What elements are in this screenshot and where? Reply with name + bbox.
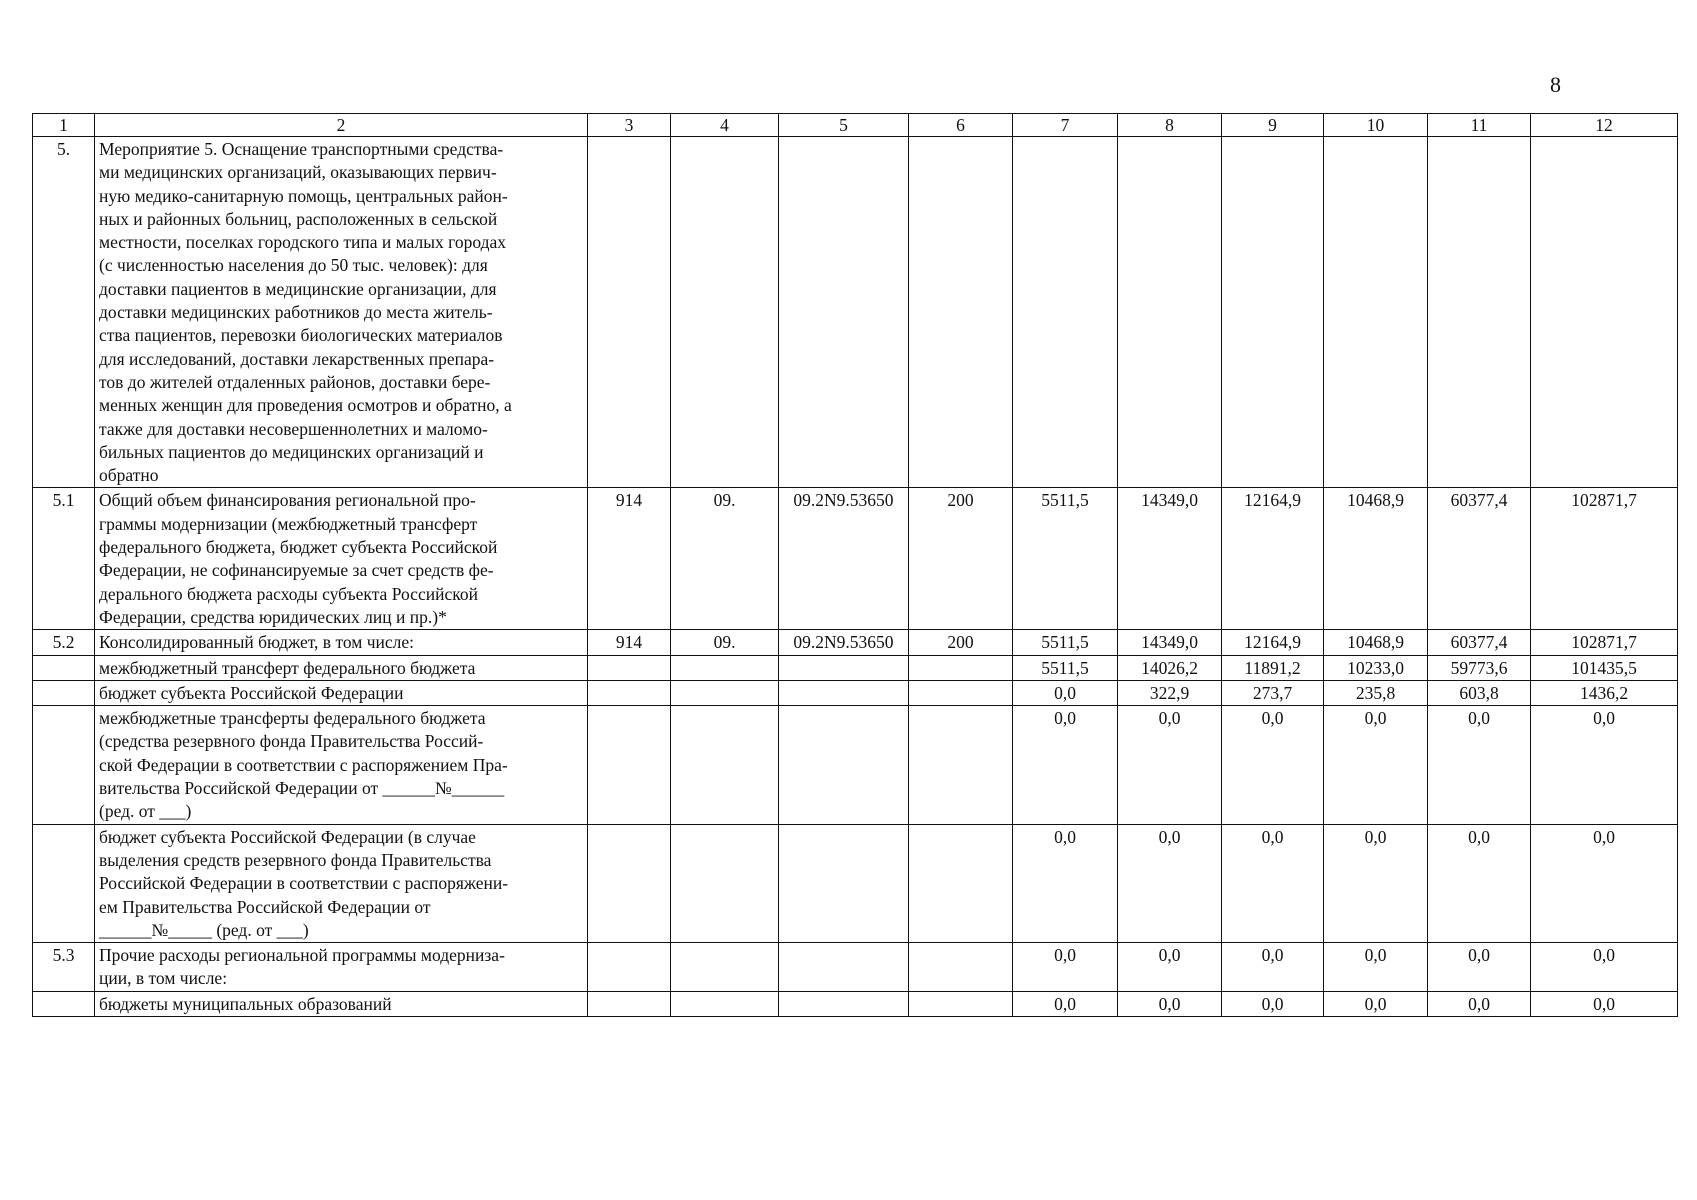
value-cell-c8: 0,0	[1118, 991, 1222, 1016]
value-cell-c7: 5511,5	[1013, 488, 1118, 630]
value-cell-c6	[909, 706, 1013, 824]
description-line: Консолидированный бюджет, в том числе:	[99, 632, 415, 653]
description-line: Общий объем финансирования региональной про-	[99, 490, 476, 511]
value-cell-c7: 0,0	[1013, 706, 1118, 824]
description-cell	[95, 943, 588, 992]
value-cell-c9	[1222, 137, 1324, 488]
table-row	[33, 680, 1678, 705]
description-line: ем Правительства Российской Федерации от	[99, 896, 431, 917]
description-cell	[95, 991, 588, 1016]
value-cell-c12: 0,0	[1531, 824, 1678, 942]
value-cell-c6: 200	[909, 630, 1013, 655]
value-cell-c4: 09.	[671, 630, 779, 655]
description-line: (ред. от ___)	[99, 801, 192, 822]
table-row	[33, 706, 1678, 824]
description-line: (с численностью населения до 50 тыс. человек): для	[99, 255, 488, 276]
description-line: Мероприятие 5. Оснащение транспортными средства-	[99, 139, 504, 159]
description-cell	[95, 137, 588, 488]
table-row	[33, 655, 1678, 680]
description-line: федерального бюджета, бюджет субъекта Российской	[99, 537, 498, 558]
value-cell-c8: 0,0	[1118, 943, 1222, 992]
value-cell-c3	[588, 943, 671, 992]
header-cell: 12	[1531, 114, 1678, 137]
value-cell-c11: 0,0	[1428, 991, 1531, 1016]
row-number-cell: 5.	[33, 137, 95, 488]
value-cell-c9: 12164,9	[1222, 630, 1324, 655]
header-cell: 5	[779, 114, 909, 137]
value-cell-c5	[779, 680, 909, 705]
description-line: Прочие расходы региональной программы модерниза-	[99, 945, 505, 966]
value-cell-c12: 101435,5	[1531, 655, 1678, 680]
table-row	[33, 137, 1678, 488]
budget-table	[32, 113, 1678, 1017]
value-cell-c7: 0,0	[1013, 943, 1118, 992]
value-cell-c11	[1428, 137, 1531, 488]
value-cell-c10: 235,8	[1324, 680, 1428, 705]
value-cell-c10: 10468,9	[1324, 488, 1428, 630]
value-cell-c12: 102871,7	[1531, 488, 1678, 630]
value-cell-c7: 0,0	[1013, 824, 1118, 942]
description-cell	[95, 488, 588, 630]
description-line: также для доставки несовершеннолетних и маломо-	[99, 418, 488, 439]
value-cell-c10: 10233,0	[1324, 655, 1428, 680]
value-cell-c6	[909, 824, 1013, 942]
description-cell	[95, 824, 588, 942]
value-cell-c3	[588, 680, 671, 705]
value-cell-c6	[909, 137, 1013, 488]
table-row	[33, 943, 1678, 992]
value-cell-c6	[909, 991, 1013, 1016]
header-cell: 7	[1013, 114, 1118, 137]
description-line: Российской Федерации в соответствии с распоряжени-	[99, 873, 509, 894]
description-line: (средства резервного фонда Правительства Россий-	[99, 731, 484, 752]
value-cell-c11: 0,0	[1428, 943, 1531, 992]
header-cell: 4	[671, 114, 779, 137]
value-cell-c10: 10468,9	[1324, 630, 1428, 655]
value-cell-c6	[909, 655, 1013, 680]
value-cell-c5	[779, 655, 909, 680]
value-cell-c8: 14349,0	[1118, 630, 1222, 655]
description-line: Федерации, не софинансируемые за счет средств фе-	[99, 560, 494, 581]
header-cell: 9	[1222, 114, 1324, 137]
value-cell-c9: 12164,9	[1222, 488, 1324, 630]
value-cell-c8: 322,9	[1118, 680, 1222, 705]
value-cell-c9: 273,7	[1222, 680, 1324, 705]
description-cell	[95, 706, 588, 824]
header-cell: 3	[588, 114, 671, 137]
description-line: вительства Российской Федерации от ______№______	[99, 778, 505, 799]
value-cell-c7: 0,0	[1013, 991, 1118, 1016]
value-cell-c7: 0,0	[1013, 680, 1118, 705]
row-number-cell: 5.3	[33, 943, 95, 992]
description-line: ской Федерации в соответствии с распоряжением Пра-	[99, 754, 508, 775]
description-line: выделения средств резервного фонда Правительства	[99, 849, 492, 870]
description-line: обратно	[99, 465, 159, 486]
value-cell-c4	[671, 706, 779, 824]
value-cell-c8: 14349,0	[1118, 488, 1222, 630]
value-cell-c5: 09.2N9.53650	[779, 630, 909, 655]
description-line: доставки пациентов в медицинские организации, для	[99, 278, 497, 299]
value-cell-c4: 09.	[671, 488, 779, 630]
value-cell-c3	[588, 991, 671, 1016]
value-cell-c5	[779, 991, 909, 1016]
value-cell-c10	[1324, 137, 1428, 488]
value-cell-c5	[779, 706, 909, 824]
value-cell-c3: 914	[588, 488, 671, 630]
row-number-cell	[33, 655, 95, 680]
description-line: бюджет субъекта Российской Федерации (в случае	[99, 826, 476, 847]
value-cell-c11: 59773,6	[1428, 655, 1531, 680]
description-line: межбюджетный трансферт федерального бюджета	[99, 657, 476, 678]
value-cell-c9: 0,0	[1222, 706, 1324, 824]
description-line: бюджеты муниципальных образований	[99, 993, 392, 1014]
header-cell: 11	[1428, 114, 1531, 137]
value-cell-c12: 102871,7	[1531, 630, 1678, 655]
header-cell: 8	[1118, 114, 1222, 137]
value-cell-c5	[779, 137, 909, 488]
description-line: местности, поселках городского типа и малых городах	[99, 232, 506, 253]
value-cell-c8: 0,0	[1118, 824, 1222, 942]
value-cell-c4	[671, 991, 779, 1016]
value-cell-c12: 0,0	[1531, 706, 1678, 824]
description-line: тов до жителей отдаленных районов, доставки бере-	[99, 371, 491, 392]
value-cell-c7	[1013, 137, 1118, 488]
value-cell-c11: 0,0	[1428, 706, 1531, 824]
header-cell: 1	[33, 114, 95, 137]
value-cell-c6	[909, 680, 1013, 705]
value-cell-c4	[671, 824, 779, 942]
description-line: бюджет субъекта Российской Федерации	[99, 682, 404, 703]
header-row	[33, 114, 1678, 137]
header-cell: 6	[909, 114, 1013, 137]
value-cell-c8	[1118, 137, 1222, 488]
value-cell-c12: 0,0	[1531, 991, 1678, 1016]
description-line: доставки медицинских работников до места житель-	[99, 302, 493, 323]
header-cell: 10	[1324, 114, 1428, 137]
description-line: дерального бюджета расходы субъекта Российской	[99, 583, 478, 604]
description-line: менных женщин для проведения осмотров и обратно, а	[99, 395, 512, 416]
description-line: бильных пациентов до медицинских организаций и	[99, 441, 484, 462]
header-cell: 2	[95, 114, 588, 137]
value-cell-c7: 5511,5	[1013, 630, 1118, 655]
value-cell-c10: 0,0	[1324, 824, 1428, 942]
value-cell-c11: 60377,4	[1428, 488, 1531, 630]
table-row	[33, 630, 1678, 655]
value-cell-c9: 0,0	[1222, 824, 1324, 942]
value-cell-c3	[588, 824, 671, 942]
description-line: ми медицинских организаций, оказывающих первич-	[99, 162, 497, 183]
description-line: для исследований, доставки лекарственных препара-	[99, 348, 495, 369]
description-line: Федерации, средства юридических лиц и пр.)*	[99, 606, 447, 627]
row-number-cell	[33, 680, 95, 705]
value-cell-c11: 603,8	[1428, 680, 1531, 705]
table-row	[33, 824, 1678, 942]
row-number-cell: 5.2	[33, 630, 95, 655]
table-row	[33, 991, 1678, 1016]
value-cell-c10: 0,0	[1324, 706, 1428, 824]
value-cell-c4	[671, 655, 779, 680]
description-line: ную медико-санитарную помощь, центральных район-	[99, 185, 508, 206]
description-line: граммы модернизации (межбюджетный трансферт	[99, 513, 478, 534]
value-cell-c12: 1436,2	[1531, 680, 1678, 705]
value-cell-c3	[588, 706, 671, 824]
value-cell-c11: 60377,4	[1428, 630, 1531, 655]
value-cell-c12	[1531, 137, 1678, 488]
value-cell-c7: 5511,5	[1013, 655, 1118, 680]
value-cell-c5	[779, 943, 909, 992]
value-cell-c5	[779, 824, 909, 942]
description-cell	[95, 655, 588, 680]
value-cell-c8: 14026,2	[1118, 655, 1222, 680]
value-cell-c5: 09.2N9.53650	[779, 488, 909, 630]
table-row	[33, 488, 1678, 630]
value-cell-c9: 11891,2	[1222, 655, 1324, 680]
description-line: ции, в том числе:	[99, 968, 228, 989]
description-line: ______№_____ (ред. от ___)	[99, 919, 309, 940]
value-cell-c4	[671, 943, 779, 992]
description-line: межбюджетные трансферты федерального бюджета	[99, 708, 486, 729]
value-cell-c12: 0,0	[1531, 943, 1678, 992]
value-cell-c4	[671, 680, 779, 705]
value-cell-c8: 0,0	[1118, 706, 1222, 824]
description-line: ства пациентов, перевозки биологических материалов	[99, 325, 503, 346]
value-cell-c9: 0,0	[1222, 943, 1324, 992]
row-number-cell	[33, 824, 95, 942]
description-line: ных и районных больниц, расположенных в сельской	[99, 208, 498, 229]
value-cell-c11: 0,0	[1428, 824, 1531, 942]
value-cell-c6: 200	[909, 488, 1013, 630]
row-number-cell	[33, 991, 95, 1016]
value-cell-c4	[671, 137, 779, 488]
description-cell	[95, 680, 588, 705]
page-number: 8	[1550, 72, 1561, 97]
value-cell-c9: 0,0	[1222, 991, 1324, 1016]
description-cell	[95, 630, 588, 655]
value-cell-c10: 0,0	[1324, 991, 1428, 1016]
value-cell-c10: 0,0	[1324, 943, 1428, 992]
value-cell-c3: 914	[588, 630, 671, 655]
value-cell-c6	[909, 943, 1013, 992]
row-number-cell	[33, 706, 95, 824]
row-number-cell: 5.1	[33, 488, 95, 630]
value-cell-c3	[588, 655, 671, 680]
value-cell-c3	[588, 137, 671, 488]
